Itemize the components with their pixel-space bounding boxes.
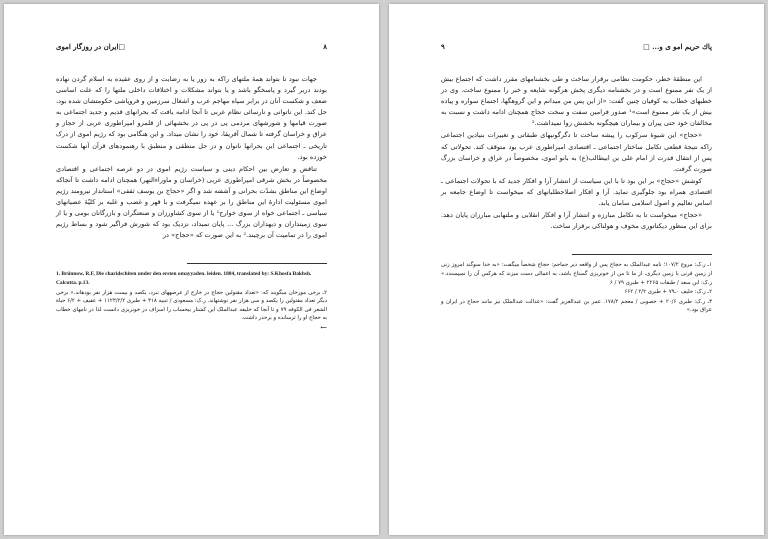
paragraph: «حجاج» میخواست تا به تکامل مبارزه و انتشار آرا و افکار انقلابی و ملتهابی مبارزان پایان دهد. برای این منظور دیکتاتوری مخوف و هولناکی برقرار ساخت. [441, 211, 712, 231]
footnotes [441, 261, 712, 315]
left-page [4, 4, 379, 535]
footnote: ۳ـ ر.ک: طبری ۲۰/۶ + خصوبی / معجم ۱۷۸/۲. عمر بن عبدالعزیز گفت: «عدالت عبدالملک نیز مانند حجاج در ایران و عراق بود.» [441, 298, 713, 314]
footnote: ۲ـ برخی مورخان میگویند که: «تعداد مقتولین حجاج در خارج از عرصههای نبرد، یکصد و بیست هزار نفر بودهاند.» برخی دیگر تعداد مقتولین را یکصد و سی هزار نفر نوشتهاند. ر.ک: مسعودی / تنبیه ۳۱۸ + طبری ۱۱۲۳/۲/۲ + عقیف + ۶/۲ حیاة الشعر فی الکوفه ۷۹ و تا آنجا که خلیفه عبدالملک این کشتار بیحساب را اسراف در خونریزی دانست لذا در نامهای خطاب به حجاج او را ترسانده و برحذر داشت. [56, 289, 328, 322]
footnote: 1. Brünnow, R.F, Die charidschiten under den ersten omayyaden. leiden. 1884, translated by: S.Khosfa Bakhsh. Calcutta. p.13. [56, 271, 312, 286]
footnote-divider [572, 254, 712, 255]
footnote: ۲ـ ر.ک: حلیف ۰ـ۷۹ + طبری ۲/۲ / ۶۶۲ [624, 289, 712, 296]
paragraph: «حجاج» این شیوهٔ سرکوب را پیشه ساخت تا دگرگونیهای طبقاتی و تغییرات بنیادین اجتماعی راکه نتیجهٔ قطعی تکامل ساختار اجتماعی ـ اقتصادی امپراطوری عرب بود متوقف کند. تحولاتی که پس از انتقال قدرت از امام علی بن ابیطالب(ع) به بانو اموی، مخصوصاً در عراق و خراسان بزرگ صورت گرفت. [441, 131, 712, 173]
paragraph: این منطقهٔ خطر، حکومت نظامی برقرار ساخت و طی بخشنامهای مقرر داشت که اجتماع بیش از یک نفر ممنوع است و در بخشنامه دیگری پخش هرگونه شایعه و خبر را ممنوع ساخت. وی در خطبهای خطاب به کوفیان چنین گفت: «از این پس من میدانم و این گروهگها، اجتماع سواره و پیاده بیش از یک نفر ممنوع است»¹ صدور فرامین سفت و سخت حجاج همچنان ادامه داشت و نسبت به مخالفان خود حتی پیران و بیماران هیچگونه بخشش روا نمیداشت.² [441, 75, 712, 128]
paragraph: کوشش «حجاج» بر این بود تا با این سیاست از انتشار آرا و افکار جدید که با تحولات اجتماعی ـ اقتصادی همراه بود جلوگیری نماید. آرا و افکار اصلاحطلبانهای که میخواست تا اوضاع جامعه بر اساس تعالیم و اصول اسلامی سامان یابد. [441, 176, 712, 208]
page-number: ۸ [323, 42, 327, 51]
body-text [441, 74, 712, 232]
footnotes [56, 270, 327, 332]
page-number: ۹ [441, 42, 445, 51]
continuation-arrow-icon: ← [320, 322, 327, 332]
right-page [389, 4, 764, 535]
footnote-divider [187, 263, 327, 264]
running-head [56, 42, 327, 54]
running-head-title: □ایران در روزگار اموی [56, 42, 126, 51]
body-text [56, 74, 327, 241]
running-head-title: پاك حریم امو ی و... □ [643, 42, 712, 51]
paragraph: تناقض و تعارض بین احکام دینی و سیاست رژیم اموی در دو عرصه اجتماعی و اقتصادی مخصوصاً در بخش شرقی امپراطوری عربی (خراسان و ماوراءالنهر) همچنان ادامه داشت تا آنجاکه اوضاع این مناطق بشدّت بحرانی و آشفته شد و اگر «حجاج بن یوسف ثقفی» استاندار نیرومند رژیم اموی مسئولیت ادارهٔ این مناطق را بر عهده نمیگرفت و با قهر و غضب و غلبه بر کلیّهٔ عصیانهای سیاسی ـ اجتماعی خواه از سوی خوارج¹ یا از سوی کشاورزان و صنعتگران و بازرگانان بومی و یا از سوی زمینداران و دیهداران بزرگ ... پایان نمیداد، نزدیک بود که شورش فراگیر شود و بساط رژیم اموی را در تمامیت آن برچیند.² به این صورت که «حجاج» در [56, 164, 327, 240]
running-head [441, 42, 712, 54]
paragraph: جهات نبود تا بتواند همهٔ ملتهای راکه به زور یا به رضایت و از روی عقیده به اسلام گردن نهاده بودند دربر گیرد و پاسخگو باشد و یا بتواند مشکلات و اختلافات داخلی ملتها را که علت اساسی ضعف و شکست آنان در برابر سپاه مهاجم عرب و اشغال سرزمین و فروپاشی حکومتشان شده بود، حل کند. این ناتوانی و نارسائی نظام عربی تا آنجا ادامه یافت که بحرانهای قدیم و جدید اجتماعی به صورت قیامها و شورشهای مردمی پی در پی در بخشهائی از قلمرو امپراطوری عربی از حجاز و عراق و خراسان گرفته تا شمال آفریقا، خود را نشان میداد. و این هنگامی بود که رژیم اموی از درک تاریخی ـ اجتماعی این بحرانها ناتوان و در حل منطقی و منطبق با رهنمودهای قرآن آنها شکست خورده بود. [56, 75, 327, 161]
footnote: ۱ـ ر.ک: مروج ۱۰۷/۲؛ نامه عبدالملک به حجاج پس از واقعه دیر جماجم: حجاج شخصاً میگفت: «به خدا سوگند امروز زنی از زمین قرنی با زمین دیگری، از ما تا من از خونریزی گستاخ باشد، به اعمالی دست میزند که هرکس آن را نمیپسندد.» ر.ک: ابن سعد / طبقات ۲۲۶۵ + طبری ۷۹ / ۶ [441, 262, 712, 286]
